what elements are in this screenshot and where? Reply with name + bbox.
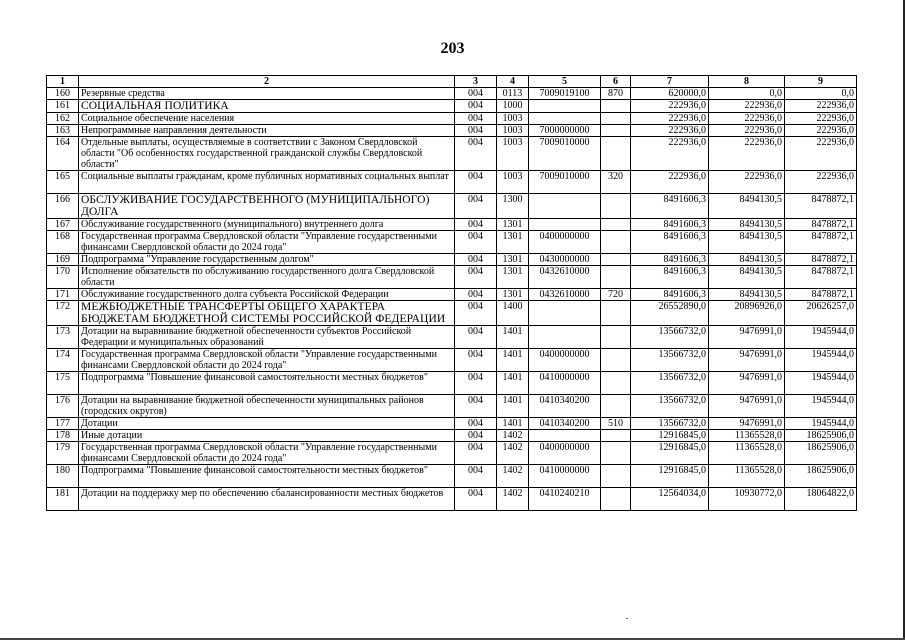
section-code-cell: 1402 [497, 488, 529, 511]
ministry-code-cell: 004 [455, 194, 497, 219]
target-code-cell: 0432610000 [529, 289, 601, 301]
row-number-cell: 175 [47, 372, 79, 395]
amount-cell: 1945944,0 [785, 372, 857, 395]
row-number-cell: 161 [47, 100, 79, 113]
section-code-cell: 1401 [497, 418, 529, 430]
ministry-code-cell: 004 [455, 100, 497, 113]
budget-table [46, 75, 857, 511]
amount-cell: 222936,0 [631, 137, 709, 171]
row-number-cell: 160 [47, 88, 79, 100]
target-code-cell: 7000000000 [529, 125, 601, 137]
amount-cell: 8494130,5 [709, 254, 785, 266]
header-cell: 6 [601, 76, 631, 88]
row-name-cell: Государственная программа Свердловской области "Управление государственными финансами Свердловской области до 2024 года" [79, 349, 455, 372]
section-code-cell: 1003 [497, 137, 529, 171]
expense-type-cell [601, 395, 631, 418]
row-name-cell: Дотации на выравнивание бюджетной обеспеченности субъектов Российской Федерации и муниципальных образований [79, 326, 455, 349]
row-number-cell: 178 [47, 430, 79, 442]
table-row [47, 349, 857, 372]
row-number-cell: 172 [47, 301, 79, 326]
row-number-cell: 170 [47, 266, 79, 289]
amount-cell: 18625906,0 [785, 430, 857, 442]
amount-cell: 0,0 [709, 88, 785, 100]
ministry-code-cell: 004 [455, 137, 497, 171]
amount-cell: 222936,0 [709, 113, 785, 125]
target-code-cell [529, 113, 601, 125]
table-row [47, 266, 857, 289]
amount-cell: 1945944,0 [785, 326, 857, 349]
expense-type-cell [601, 266, 631, 289]
row-number-cell: 163 [47, 125, 79, 137]
row-number-cell: 181 [47, 488, 79, 511]
amount-cell: 222936,0 [785, 171, 857, 194]
scan-speck [626, 618, 628, 619]
amount-cell: 1945944,0 [785, 395, 857, 418]
ministry-code-cell: 004 [455, 395, 497, 418]
page-number: 203 [440, 40, 465, 57]
expense-type-cell [601, 254, 631, 266]
section-code-cell: 1402 [497, 465, 529, 488]
expense-type-cell [601, 465, 631, 488]
target-code-cell [529, 219, 601, 231]
amount-cell: 10930772,0 [709, 488, 785, 511]
amount-cell: 222936,0 [709, 125, 785, 137]
row-number-cell: 171 [47, 289, 79, 301]
expense-type-cell [601, 326, 631, 349]
target-code-cell: 0410000000 [529, 465, 601, 488]
table-header-row [47, 76, 857, 88]
table-row [47, 395, 857, 418]
amount-cell: 8478872,1 [785, 254, 857, 266]
row-name-cell: Подпрограмма "Повышение финансовой самостоятельности местных бюджетов" [79, 372, 455, 395]
row-number-cell: 165 [47, 171, 79, 194]
amount-cell: 8494130,5 [709, 231, 785, 254]
table-row [47, 418, 857, 430]
section-code-cell: 1301 [497, 219, 529, 231]
table-row [47, 88, 857, 100]
amount-cell: 222936,0 [785, 125, 857, 137]
amount-cell: 222936,0 [709, 137, 785, 171]
row-number-cell: 168 [47, 231, 79, 254]
amount-cell: 18064822,0 [785, 488, 857, 511]
header-cell: 9 [785, 76, 857, 88]
amount-cell: 9476991,0 [709, 349, 785, 372]
expense-type-cell [601, 100, 631, 113]
table-row [47, 326, 857, 349]
table-row [47, 488, 857, 511]
row-name-cell: Иные дотации [79, 430, 455, 442]
target-code-cell [529, 326, 601, 349]
amount-cell: 20896926,0 [709, 301, 785, 326]
amount-cell: 12564034,0 [631, 488, 709, 511]
amount-cell: 18625906,0 [785, 465, 857, 488]
amount-cell: 12916845,0 [631, 430, 709, 442]
amount-cell: 8478872,1 [785, 231, 857, 254]
row-name-cell: СОЦИАЛЬНАЯ ПОЛИТИКА [79, 100, 455, 113]
section-code-cell: 1003 [497, 113, 529, 125]
target-code-cell [529, 430, 601, 442]
section-code-cell: 0113 [497, 88, 529, 100]
amount-cell: 222936,0 [785, 100, 857, 113]
amount-cell: 222936,0 [709, 100, 785, 113]
amount-cell: 13566732,0 [631, 372, 709, 395]
expense-type-cell [601, 430, 631, 442]
table-row [47, 137, 857, 171]
row-name-cell: Обслуживание государственного (муниципального) внутреннего долга [79, 219, 455, 231]
section-code-cell: 1401 [497, 349, 529, 372]
target-code-cell: 7009019100 [529, 88, 601, 100]
amount-cell: 8494130,5 [709, 194, 785, 219]
row-name-cell: Дотации [79, 418, 455, 430]
expense-type-cell [601, 231, 631, 254]
amount-cell: 12916845,0 [631, 465, 709, 488]
row-number-cell: 169 [47, 254, 79, 266]
section-code-cell: 1401 [497, 326, 529, 349]
amount-cell: 8478872,1 [785, 289, 857, 301]
row-name-cell: МЕЖБЮДЖЕТНЫЕ ТРАНСФЕРТЫ ОБЩЕГО ХАРАКТЕРА БЮДЖЕТАМ БЮДЖЕТНОЙ СИСТЕМЫ РОССИЙСКОЙ ФЕДЕРАЦИИ [79, 301, 455, 326]
amount-cell: 8491606,3 [631, 231, 709, 254]
ministry-code-cell: 004 [455, 301, 497, 326]
header-cell: 7 [631, 76, 709, 88]
amount-cell: 222936,0 [785, 137, 857, 171]
amount-cell: 8494130,5 [709, 289, 785, 301]
row-name-cell: Социальные выплаты гражданам, кроме публичных нормативных социальных выплат [79, 171, 455, 194]
table-body [47, 88, 857, 511]
row-number-cell: 162 [47, 113, 79, 125]
ministry-code-cell: 004 [455, 266, 497, 289]
section-code-cell: 1401 [497, 395, 529, 418]
section-code-cell: 1402 [497, 442, 529, 465]
expense-type-cell: 510 [601, 418, 631, 430]
expense-type-cell: 720 [601, 289, 631, 301]
target-code-cell: 0400000000 [529, 442, 601, 465]
target-code-cell: 0410240210 [529, 488, 601, 511]
row-name-cell: Государственная программа Свердловской области "Управление государственными финансами Свердловской области до 2024 года" [79, 231, 455, 254]
amount-cell: 8478872,1 [785, 266, 857, 289]
amount-cell: 9476991,0 [709, 418, 785, 430]
row-number-cell: 176 [47, 395, 79, 418]
ministry-code-cell: 004 [455, 88, 497, 100]
row-name-cell: ОБСЛУЖИВАНИЕ ГОСУДАРСТВЕННОГО (МУНИЦИПАЛЬНОГО) ДОЛГА [79, 194, 455, 219]
section-code-cell: 1003 [497, 125, 529, 137]
row-name-cell: Подпрограмма "Повышение финансовой самостоятельности местных бюджетов" [79, 465, 455, 488]
table-row [47, 430, 857, 442]
row-name-cell: Исполнение обязательств по обслуживанию государственного долга Свердловской области [79, 266, 455, 289]
target-code-cell: 7009010000 [529, 137, 601, 171]
table-row [47, 194, 857, 219]
target-code-cell: 0410340200 [529, 418, 601, 430]
target-code-cell [529, 194, 601, 219]
amount-cell: 8491606,3 [631, 219, 709, 231]
row-number-cell: 164 [47, 137, 79, 171]
expense-type-cell [601, 125, 631, 137]
section-code-cell: 1400 [497, 301, 529, 326]
row-name-cell: Отдельные выплаты, осуществляемые в соответствии с Законом Свердловской области "Об особенностях государственной гражданской службы Свердловской области" [79, 137, 455, 171]
target-code-cell [529, 100, 601, 113]
ministry-code-cell: 004 [455, 125, 497, 137]
amount-cell: 11365528,0 [709, 465, 785, 488]
amount-cell: 9476991,0 [709, 395, 785, 418]
expense-type-cell [601, 137, 631, 171]
section-code-cell: 1301 [497, 266, 529, 289]
ministry-code-cell: 004 [455, 171, 497, 194]
amount-cell: 8491606,3 [631, 266, 709, 289]
expense-type-cell [601, 194, 631, 219]
row-name-cell: Дотации на поддержку мер по обеспечению сбалансированности местных бюджетов [79, 488, 455, 511]
ministry-code-cell: 004 [455, 254, 497, 266]
ministry-code-cell: 004 [455, 372, 497, 395]
section-code-cell: 1401 [497, 372, 529, 395]
amount-cell: 13566732,0 [631, 349, 709, 372]
table-row [47, 100, 857, 113]
row-number-cell: 173 [47, 326, 79, 349]
amount-cell: 9476991,0 [709, 372, 785, 395]
amount-cell: 8478872,1 [785, 194, 857, 219]
amount-cell: 11365528,0 [709, 430, 785, 442]
ministry-code-cell: 004 [455, 488, 497, 511]
ministry-code-cell: 004 [455, 418, 497, 430]
target-code-cell [529, 301, 601, 326]
section-code-cell: 1000 [497, 100, 529, 113]
amount-cell: 1945944,0 [785, 349, 857, 372]
header-cell: 2 [79, 76, 455, 88]
row-number-cell: 179 [47, 442, 79, 465]
amount-cell: 8494130,5 [709, 219, 785, 231]
expense-type-cell: 320 [601, 171, 631, 194]
row-number-cell: 167 [47, 219, 79, 231]
amount-cell: 0,0 [785, 88, 857, 100]
ministry-code-cell: 004 [455, 442, 497, 465]
header-cell: 8 [709, 76, 785, 88]
amount-cell: 222936,0 [631, 100, 709, 113]
amount-cell: 1945944,0 [785, 418, 857, 430]
section-code-cell: 1300 [497, 194, 529, 219]
ministry-code-cell: 004 [455, 465, 497, 488]
expense-type-cell [601, 488, 631, 511]
row-number-cell: 177 [47, 418, 79, 430]
table-row [47, 113, 857, 125]
amount-cell: 13566732,0 [631, 326, 709, 349]
expense-type-cell [601, 372, 631, 395]
table-row [47, 289, 857, 301]
expense-type-cell [601, 301, 631, 326]
expense-type-cell [601, 219, 631, 231]
row-name-cell: Резервные средства [79, 88, 455, 100]
amount-cell: 12916845,0 [631, 442, 709, 465]
amount-cell: 8491606,3 [631, 194, 709, 219]
expense-type-cell [601, 442, 631, 465]
header-cell: 3 [455, 76, 497, 88]
header-cell: 5 [529, 76, 601, 88]
table-row [47, 171, 857, 194]
amount-cell: 620000,0 [631, 88, 709, 100]
row-name-cell: Обслуживание государственного долга субъекта Российской Федерации [79, 289, 455, 301]
table-row [47, 372, 857, 395]
expense-type-cell: 870 [601, 88, 631, 100]
header-cell: 4 [497, 76, 529, 88]
ministry-code-cell: 004 [455, 231, 497, 254]
target-code-cell: 7009010000 [529, 171, 601, 194]
section-code-cell: 1301 [497, 289, 529, 301]
amount-cell: 222936,0 [631, 171, 709, 194]
amount-cell: 8494130,5 [709, 266, 785, 289]
section-code-cell: 1301 [497, 231, 529, 254]
section-code-cell: 1301 [497, 254, 529, 266]
table-row [47, 125, 857, 137]
ministry-code-cell: 004 [455, 349, 497, 372]
amount-cell: 26552890,0 [631, 301, 709, 326]
row-name-cell: Подпрограмма "Управление государственным долгом" [79, 254, 455, 266]
table-row [47, 231, 857, 254]
row-name-cell: Дотации на выравнивание бюджетной обеспеченности муниципальных районов (городских округов) [79, 395, 455, 418]
ministry-code-cell: 004 [455, 289, 497, 301]
section-code-cell: 1003 [497, 171, 529, 194]
row-number-cell: 180 [47, 465, 79, 488]
amount-cell: 222936,0 [785, 113, 857, 125]
expense-type-cell [601, 349, 631, 372]
ministry-code-cell: 004 [455, 326, 497, 349]
row-name-cell: Государственная программа Свердловской области "Управление государственными финансами Свердловской области до 2024 года" [79, 442, 455, 465]
amount-cell: 8478872,1 [785, 219, 857, 231]
amount-cell: 8491606,3 [631, 254, 709, 266]
amount-cell: 222936,0 [631, 125, 709, 137]
target-code-cell: 0400000000 [529, 349, 601, 372]
row-number-cell: 166 [47, 194, 79, 219]
table-row [47, 219, 857, 231]
row-number-cell: 174 [47, 349, 79, 372]
table-row [47, 465, 857, 488]
target-code-cell: 0410340200 [529, 395, 601, 418]
amount-cell: 13566732,0 [631, 395, 709, 418]
amount-cell: 222936,0 [631, 113, 709, 125]
ministry-code-cell: 004 [455, 430, 497, 442]
ministry-code-cell: 004 [455, 219, 497, 231]
amount-cell: 13566732,0 [631, 418, 709, 430]
amount-cell: 18625906,0 [785, 442, 857, 465]
row-name-cell: Непрограммные направления деятельности [79, 125, 455, 137]
target-code-cell: 0432610000 [529, 266, 601, 289]
header-cell: 1 [47, 76, 79, 88]
table-row [47, 254, 857, 266]
section-code-cell: 1402 [497, 430, 529, 442]
table-row [47, 301, 857, 326]
expense-type-cell [601, 113, 631, 125]
target-code-cell: 0400000000 [529, 231, 601, 254]
target-code-cell: 0410000000 [529, 372, 601, 395]
table-row [47, 442, 857, 465]
ministry-code-cell: 004 [455, 113, 497, 125]
amount-cell: 9476991,0 [709, 326, 785, 349]
amount-cell: 8491606,3 [631, 289, 709, 301]
row-name-cell: Социальное обеспечение населения [79, 113, 455, 125]
amount-cell: 11365528,0 [709, 442, 785, 465]
amount-cell: 222936,0 [709, 171, 785, 194]
amount-cell: 20626257,0 [785, 301, 857, 326]
target-code-cell: 0430000000 [529, 254, 601, 266]
